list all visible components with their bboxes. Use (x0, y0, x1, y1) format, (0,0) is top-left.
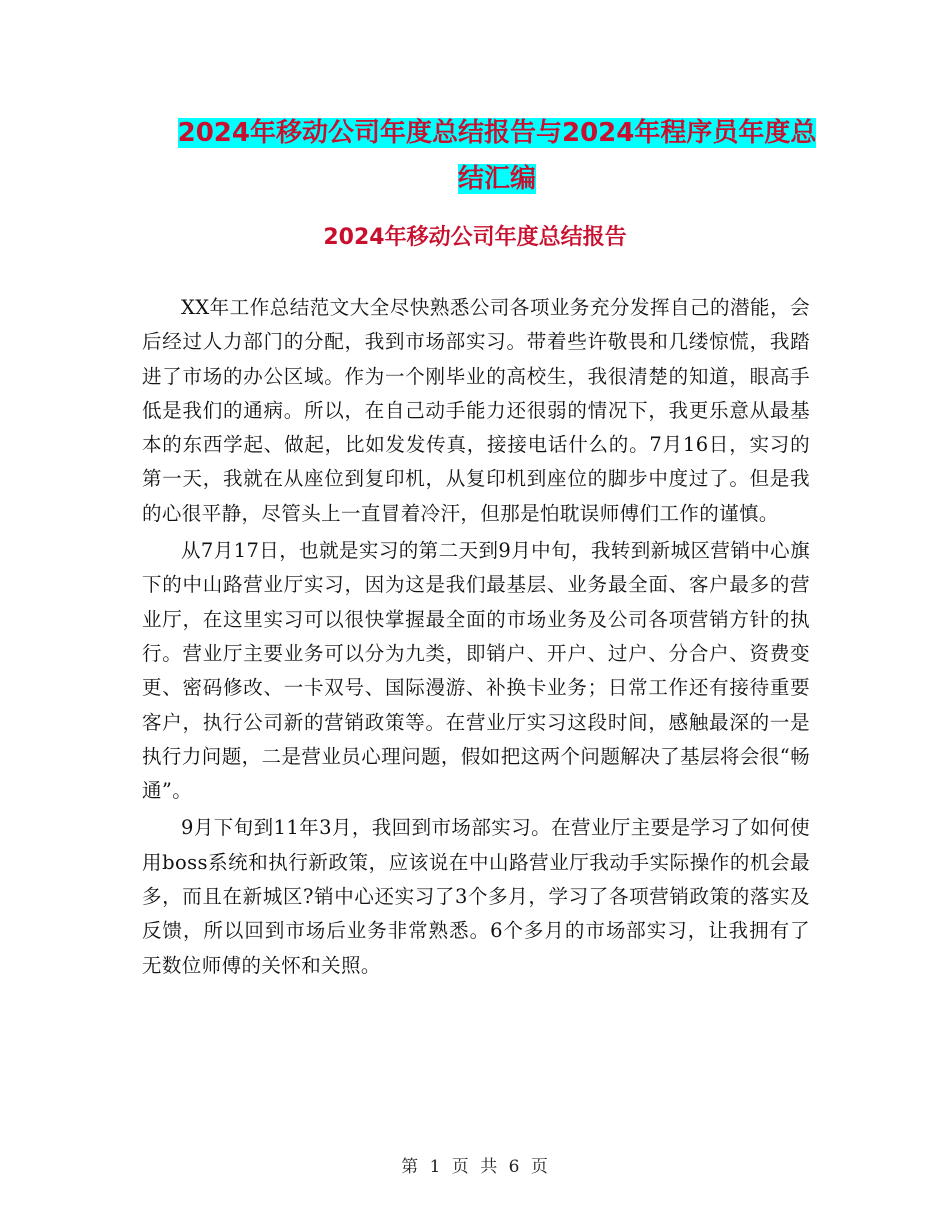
section-title: 2024年移动公司年度总结报告 (323, 225, 627, 250)
document-title-line1: 2024年移动公司年度总结报告与2024年程序员年度总 (177, 118, 817, 148)
paragraph-3: 9月下旬到11年3月，我回到市场部实习。在营业厅主要是学习了如何使用boss系统和执行新政策，应该说在中山路营业厅我动手实际操作的机会最多，而且在新城区?销中心还实习了3个多月，学习了各项营销政策的落实及反馈，所以回到市场后业务非常熟悉。6个多月的市场部实习，让我拥有了无数位师傅的关怀和关照。 (142, 816, 810, 977)
document-title-line2: 结汇编 (457, 164, 536, 194)
paragraph-2: 从7月17日，也就是实习的第二天到9月中旬，我转到新城区营销中心旗下的中山路营业厅实习，因为这是我们最基层、业务最全面、客户最多的营业厅，在这里实习可以很快掌握最全面的市场业务及公司各项营销方针的执行。营业厅主要业务可以分为九类，即销户、开户、过户、分合户、资费变更、密码修改、一卡双号、国际漫游、补换卡业务；日常工作还有接待重要客户，执行公司新的营销政策等。在营业厅实习这段时间，感触最深的一是执行力问题，二是营业员心理问题，假如把这两个问题解决了基层将会很“畅通”。 (142, 539, 810, 803)
paragraph-1: XX年工作总结范文大全尽快熟悉公司各项业务充分发挥自己的潜能，会后经过人力部门的分配，我到市场部实习。带着些许敬畏和几缕惊慌，我踏进了市场的办公区域。作为一个刚毕业的高校生，我很清楚的知道，眼高手低是我们的通病。所以，在自己动手能力还很弱的情况下，我更乐意从最基本的东西学起、做起，比如发发传真，接接电话什么的。7月16日，实习的第一天，我就在从座位到复印机，从复印机到座位的脚步中度过了。但是我的心很平静，尽管头上一直冒着冷汗，但那是怕耽误师傅们工作的谨慎。 (142, 296, 810, 525)
page-footer: 第 1 页 共 6 页 (401, 1157, 549, 1177)
document-body (142, 291, 810, 986)
document-title (140, 110, 854, 202)
